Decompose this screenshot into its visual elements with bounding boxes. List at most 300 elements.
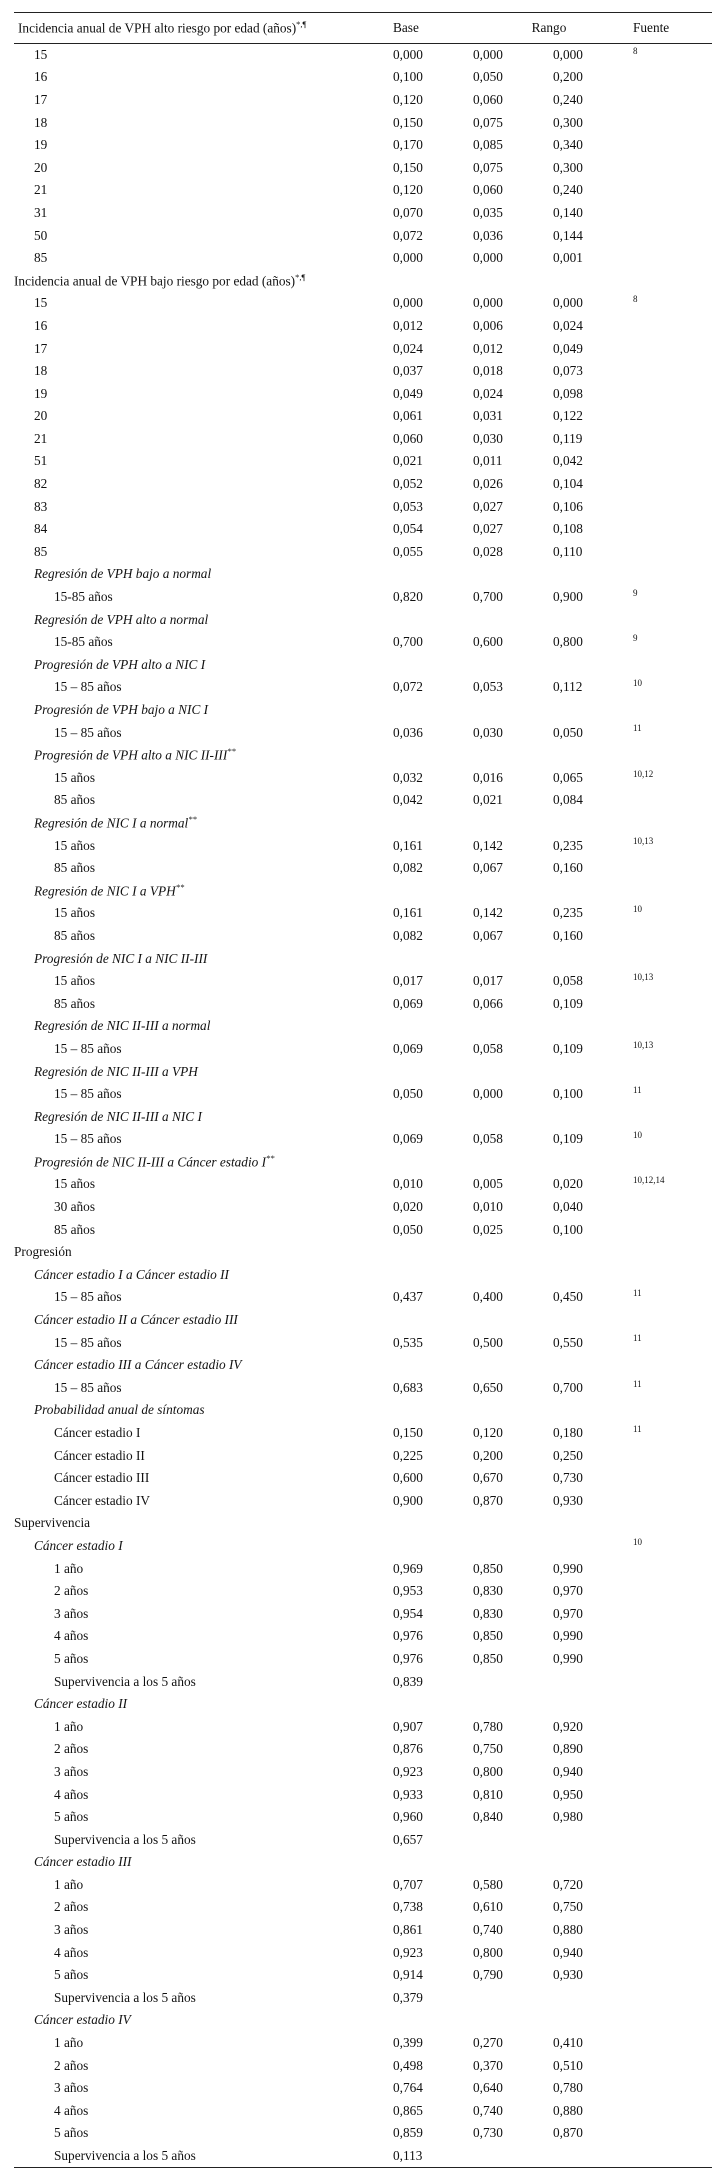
range-low-value: 0,028 xyxy=(473,543,503,559)
range-high-value: 0,000 xyxy=(553,47,583,63)
row-label xyxy=(14,473,389,496)
row-label-text: Progresión de NIC I a NIC II-III xyxy=(34,950,208,966)
source-reference xyxy=(629,1467,712,1490)
range-low-value: 0,670 xyxy=(473,1470,503,1486)
range-high-value: 0,084 xyxy=(553,792,583,808)
row-label-text: 3 años xyxy=(54,1922,89,1938)
base-value: 0,839 xyxy=(393,1673,423,1689)
row-label xyxy=(14,1715,389,1738)
row-label xyxy=(14,1941,389,1964)
range-high-value xyxy=(549,1693,629,1716)
range-low-value: 0,500 xyxy=(473,1334,503,1350)
table-row xyxy=(14,1490,712,1513)
table-row xyxy=(14,2122,712,2145)
base-value xyxy=(389,563,469,586)
source-reference xyxy=(629,269,712,292)
footnote-marker: ** xyxy=(188,814,197,825)
header-base: Base xyxy=(389,13,469,44)
range-low-value: 0,600 xyxy=(473,634,503,650)
row-label-text: 17 xyxy=(34,91,48,107)
range-low-value xyxy=(469,654,549,677)
source-reference xyxy=(629,947,712,970)
row-label xyxy=(14,2122,389,2145)
base-value: 0,953 xyxy=(393,1583,423,1599)
table-row xyxy=(14,89,712,112)
base-value: 0,000 xyxy=(393,47,423,63)
range-low-value xyxy=(469,1241,549,1264)
table-row xyxy=(14,744,712,767)
range-low-value: 0,850 xyxy=(473,1650,503,1666)
range-high-value xyxy=(549,269,629,292)
table-row xyxy=(14,2032,712,2055)
table-row xyxy=(14,495,712,518)
source-reference xyxy=(629,1196,712,1219)
base-value: 0,052 xyxy=(393,476,423,492)
range-high-value: 0,930 xyxy=(553,1492,583,1508)
row-label xyxy=(14,2145,389,2168)
range-low-value: 0,142 xyxy=(473,905,503,921)
range-high-value: 0,940 xyxy=(553,1944,583,1960)
range-low-value: 0,067 xyxy=(473,860,503,876)
source-reference xyxy=(629,1874,712,1897)
source-reference xyxy=(629,2032,712,2055)
table-row xyxy=(14,111,712,134)
range-high-value: 0,970 xyxy=(553,1605,583,1621)
row-label xyxy=(14,292,389,315)
base-value: 0,036 xyxy=(393,724,423,740)
subsection-heading xyxy=(14,1535,389,1558)
range-low-value: 0,017 xyxy=(473,973,503,989)
range-high-value xyxy=(549,744,629,767)
row-label-text: 15 años xyxy=(54,837,95,853)
row-label xyxy=(14,1196,389,1219)
row-label xyxy=(14,179,389,202)
range-low-value: 0,640 xyxy=(473,2080,503,2096)
base-value: 0,020 xyxy=(393,1199,423,1215)
subsection-heading xyxy=(14,1354,389,1377)
row-label-text: Cáncer estadio I a Cáncer estadio II xyxy=(34,1266,229,1282)
range-low-value: 0,580 xyxy=(473,1876,503,1892)
table-row xyxy=(14,970,712,993)
range-high-value: 0,020 xyxy=(553,1176,583,1192)
base-value: 0,055 xyxy=(393,543,423,559)
row-label-text: 5 años xyxy=(54,1967,89,1983)
range-high-value: 0,110 xyxy=(553,543,583,559)
row-label-text: Cáncer estadio II xyxy=(54,1447,145,1463)
base-value: 0,082 xyxy=(393,927,423,943)
range-low-value xyxy=(469,947,549,970)
source-reference xyxy=(629,1015,712,1038)
base-value xyxy=(389,1399,469,1422)
row-label-text: 2 años xyxy=(54,1741,89,1757)
base-value xyxy=(389,1015,469,1038)
range-low-value xyxy=(469,1105,549,1128)
row-label xyxy=(14,495,389,518)
header-title-text: Incidencia anual de VPH alto riesgo por edad (años) xyxy=(18,20,297,36)
table-row xyxy=(14,1173,712,1196)
range-high-value: 0,720 xyxy=(553,1876,583,1892)
base-value: 0,907 xyxy=(393,1718,423,1734)
range-high-value: 0,780 xyxy=(553,2080,583,2096)
row-label xyxy=(14,1806,389,1829)
row-label xyxy=(14,337,389,360)
base-value: 0,498 xyxy=(393,2057,423,2073)
row-label-text: Regresión de VPH bajo a normal xyxy=(34,566,212,582)
row-label-text: 20 xyxy=(34,159,48,175)
row-label-text: Cáncer estadio IV xyxy=(34,2012,131,2028)
base-value xyxy=(389,744,469,767)
row-label xyxy=(14,857,389,880)
range-low-value: 0,027 xyxy=(473,498,503,514)
table-row xyxy=(14,1196,712,1219)
base-value: 0,933 xyxy=(393,1786,423,1802)
range-low-value xyxy=(469,699,549,722)
source-reference xyxy=(629,1602,712,1625)
range-high-value: 0,112 xyxy=(553,679,583,695)
row-label-text: Regresión de NIC I a VPH xyxy=(34,883,176,899)
range-high-value: 0,160 xyxy=(553,860,583,876)
table-row xyxy=(14,902,712,925)
row-label xyxy=(14,2100,389,2123)
row-label-text: Supervivencia xyxy=(14,1515,91,1531)
subsection-heading xyxy=(14,1151,389,1174)
range-low-value: 0,060 xyxy=(473,182,503,198)
subsection-heading xyxy=(14,1399,389,1422)
table-row xyxy=(14,857,712,880)
subsection-heading xyxy=(14,1015,389,1038)
range-high-value xyxy=(549,1851,629,1874)
range-low-value xyxy=(469,1693,549,1716)
table-row xyxy=(14,1580,712,1603)
row-label-text: 17 xyxy=(34,340,48,356)
base-value: 0,161 xyxy=(393,837,423,853)
range-high-value: 0,235 xyxy=(553,837,583,853)
table-row xyxy=(14,382,712,405)
range-high-value: 0,119 xyxy=(553,430,583,446)
row-label-text: 21 xyxy=(34,182,48,198)
range-high-value: 0,940 xyxy=(553,1763,583,1779)
row-label-text: Probabilidad anual de síntomas xyxy=(34,1402,205,1418)
source-reference xyxy=(629,156,712,179)
range-high-value: 0,510 xyxy=(553,2057,583,2073)
range-high-value: 0,880 xyxy=(553,2102,583,2118)
range-low-value: 0,010 xyxy=(473,1199,503,1215)
source-reference: 10 xyxy=(633,1536,642,1547)
row-label-text: 15 – 85 años xyxy=(54,1289,122,1305)
source-reference xyxy=(629,1557,712,1580)
range-low-value: 0,830 xyxy=(473,1583,503,1599)
source-reference xyxy=(629,1625,712,1648)
row-label-text: 85 años xyxy=(54,995,95,1011)
table-row xyxy=(14,1648,712,1671)
source-reference xyxy=(629,89,712,112)
range-high-value: 0,098 xyxy=(553,385,583,401)
row-label-text: 2 años xyxy=(54,1899,89,1915)
source-reference xyxy=(629,247,712,270)
subsection-heading xyxy=(14,879,389,902)
range-low-value: 0,850 xyxy=(473,1560,503,1576)
base-value xyxy=(389,699,469,722)
row-label-text: 85 años xyxy=(54,1221,95,1237)
source-reference: 10,13 xyxy=(633,971,654,982)
table-row xyxy=(14,450,712,473)
range-high-value: 0,800 xyxy=(553,634,583,650)
range-low-value: 0,200 xyxy=(473,1447,503,1463)
table-row xyxy=(14,1309,712,1332)
range-high-value: 0,065 xyxy=(553,769,583,785)
row-label-text: 3 años xyxy=(54,1763,89,1779)
range-high-value: 0,050 xyxy=(553,724,583,740)
row-label-text: 2 años xyxy=(54,1583,89,1599)
source-reference xyxy=(629,744,712,767)
table-row xyxy=(14,1444,712,1467)
section-heading xyxy=(14,1241,389,1264)
row-label-text: 31 xyxy=(34,204,48,220)
base-value xyxy=(389,654,469,677)
row-label xyxy=(14,1331,389,1354)
row-label-text: Regresión de VPH alto a normal xyxy=(34,611,209,627)
row-label-text: Supervivencia a los 5 años xyxy=(54,1673,196,1689)
range-low-value: 0,053 xyxy=(473,679,503,695)
row-label-text: 85 años xyxy=(54,927,95,943)
row-label-text: 4 años xyxy=(54,2102,89,2118)
range-low-value: 0,058 xyxy=(473,1040,503,1056)
footnote-marker: *,¶ xyxy=(295,272,306,283)
row-label xyxy=(14,405,389,428)
base-value: 0,657 xyxy=(393,1831,423,1847)
row-label xyxy=(14,1557,389,1580)
table-row xyxy=(14,1060,712,1083)
row-label xyxy=(14,1738,389,1761)
base-value: 0,000 xyxy=(393,250,423,266)
source-reference xyxy=(629,1060,712,1083)
table-row xyxy=(14,1896,712,1919)
table-row xyxy=(14,1218,712,1241)
table-row xyxy=(14,1467,712,1490)
range-high-value: 0,109 xyxy=(553,1040,583,1056)
table-row xyxy=(14,721,712,744)
header-title xyxy=(14,13,389,44)
row-label xyxy=(14,1919,389,1942)
range-low-value xyxy=(469,1264,549,1287)
range-high-value xyxy=(549,1399,629,1422)
base-value: 0,082 xyxy=(393,860,423,876)
row-label-text: 15-85 años xyxy=(54,589,113,605)
range-high-value: 0,180 xyxy=(553,1425,583,1441)
row-label xyxy=(14,1761,389,1784)
source-reference xyxy=(629,405,712,428)
source-reference xyxy=(629,1264,712,1287)
base-value: 0,923 xyxy=(393,1763,423,1779)
range-high-value: 0,200 xyxy=(553,69,583,85)
table-row xyxy=(14,834,712,857)
row-label xyxy=(14,541,389,564)
row-label-text: Progresión de NIC II-III a Cáncer estadio I xyxy=(34,1154,267,1170)
range-high-value: 0,300 xyxy=(553,114,583,130)
row-label-text: 18 xyxy=(34,114,48,130)
base-value xyxy=(389,1105,469,1128)
range-low-value xyxy=(469,1015,549,1038)
base-value: 0,072 xyxy=(393,679,423,695)
range-high-value: 0,990 xyxy=(553,1560,583,1576)
table-header xyxy=(14,13,712,44)
range-low-value: 0,780 xyxy=(473,1718,503,1734)
subsection-heading xyxy=(14,2009,389,2032)
source-reference xyxy=(629,382,712,405)
range-low-value xyxy=(469,1828,549,1851)
range-high-value: 0,870 xyxy=(553,2125,583,2141)
row-label-text: 1 año xyxy=(54,1876,84,1892)
table-row xyxy=(14,1512,712,1535)
table-row xyxy=(14,1625,712,1648)
base-value xyxy=(389,1851,469,1874)
table-row xyxy=(14,992,712,1015)
row-label xyxy=(14,992,389,1015)
base-value xyxy=(389,608,469,631)
source-reference: 10 xyxy=(633,904,642,915)
table-row xyxy=(14,1919,712,1942)
table-body xyxy=(14,44,712,2168)
table-row xyxy=(14,315,712,338)
row-label-text: 1 año xyxy=(54,2035,84,2051)
range-low-value xyxy=(469,1399,549,1422)
row-label xyxy=(14,1467,389,1490)
row-label-text: 85 años xyxy=(54,860,95,876)
row-label xyxy=(14,66,389,89)
base-value: 0,049 xyxy=(393,385,423,401)
base-value: 0,120 xyxy=(393,91,423,107)
table-row xyxy=(14,292,712,315)
table-row xyxy=(14,1128,712,1151)
table-row xyxy=(14,699,712,722)
source-reference xyxy=(629,1693,712,1716)
range-low-value: 0,000 xyxy=(473,1086,503,1102)
range-low-value: 0,000 xyxy=(473,250,503,266)
source-reference: 8 xyxy=(633,294,638,305)
base-value: 0,069 xyxy=(393,995,423,1011)
source-reference xyxy=(629,1105,712,1128)
table-row xyxy=(14,224,712,247)
table-row xyxy=(14,1670,712,1693)
source-reference xyxy=(629,1783,712,1806)
range-high-value xyxy=(549,1015,629,1038)
base-value: 0,876 xyxy=(393,1741,423,1757)
range-high-value xyxy=(549,1309,629,1332)
table-row xyxy=(14,247,712,270)
base-value: 0,861 xyxy=(393,1922,423,1938)
row-label xyxy=(14,89,389,112)
table-row xyxy=(14,405,712,428)
table-row xyxy=(14,1535,712,1558)
table-row xyxy=(14,1377,712,1400)
table-row xyxy=(14,812,712,835)
row-label-text: Regresión de NIC II-III a VPH xyxy=(34,1063,198,1079)
base-value: 0,600 xyxy=(393,1470,423,1486)
source-reference xyxy=(629,1151,712,1174)
base-value: 0,150 xyxy=(393,114,423,130)
base-value xyxy=(389,2009,469,2032)
base-value: 0,738 xyxy=(393,1899,423,1915)
base-value xyxy=(389,1693,469,1716)
row-label-text: Cáncer estadio IV xyxy=(54,1492,150,1508)
row-label-text: 16 xyxy=(34,69,48,85)
base-value: 0,225 xyxy=(393,1447,423,1463)
row-label-text: Cáncer estadio I xyxy=(34,1537,123,1553)
range-low-value: 0,790 xyxy=(473,1967,503,1983)
base-value: 0,032 xyxy=(393,769,423,785)
row-label-text: Supervivencia a los 5 años xyxy=(54,1831,196,1847)
base-value: 0,170 xyxy=(393,137,423,153)
range-high-value: 0,450 xyxy=(553,1289,583,1305)
range-high-value: 0,880 xyxy=(553,1922,583,1938)
source-reference xyxy=(629,925,712,948)
range-low-value xyxy=(469,1851,549,1874)
base-value: 0,707 xyxy=(393,1876,423,1892)
row-label xyxy=(14,111,389,134)
range-low-value: 0,800 xyxy=(473,1763,503,1779)
range-low-value: 0,740 xyxy=(473,2102,503,2118)
source-reference xyxy=(629,1648,712,1671)
range-high-value xyxy=(549,1828,629,1851)
range-low-value: 0,030 xyxy=(473,430,503,446)
range-low-value: 0,800 xyxy=(473,1944,503,1960)
range-high-value: 0,240 xyxy=(553,91,583,107)
source-reference: 8 xyxy=(633,46,638,56)
range-low-value xyxy=(469,269,549,292)
base-value xyxy=(389,1309,469,1332)
range-high-value: 0,109 xyxy=(553,1131,583,1147)
source-reference xyxy=(629,202,712,225)
range-high-value: 0,040 xyxy=(553,1199,583,1215)
parameter-table-container xyxy=(14,12,712,2168)
row-label xyxy=(14,834,389,857)
range-low-value: 0,120 xyxy=(473,1425,503,1441)
base-value: 0,012 xyxy=(393,317,423,333)
row-label-text: 15 – 85 años xyxy=(54,679,122,695)
row-label-text: 4 años xyxy=(54,1786,89,1802)
row-label-text: 51 xyxy=(34,453,48,469)
base-value: 0,976 xyxy=(393,1650,423,1666)
source-reference xyxy=(629,1964,712,1987)
row-label-text: Regresión de NIC II-III a normal xyxy=(34,1018,211,1034)
range-low-value: 0,060 xyxy=(473,91,503,107)
range-low-value: 0,730 xyxy=(473,2125,503,2141)
subsection-heading xyxy=(14,1105,389,1128)
base-value: 0,050 xyxy=(393,1086,423,1102)
source-reference xyxy=(629,879,712,902)
header-row xyxy=(14,13,712,44)
source-reference xyxy=(629,1851,712,1874)
table-row xyxy=(14,1151,712,1174)
range-low-value: 0,085 xyxy=(473,137,503,153)
source-reference xyxy=(629,1399,712,1422)
table-row xyxy=(14,1286,712,1309)
range-high-value xyxy=(549,1354,629,1377)
base-value: 0,069 xyxy=(393,1040,423,1056)
row-label-text: 5 años xyxy=(54,1809,89,1825)
row-label xyxy=(14,1128,389,1151)
range-low-value: 0,870 xyxy=(473,1492,503,1508)
table-row xyxy=(14,541,712,564)
row-label-text: Regresión de NIC II-III a NIC I xyxy=(34,1108,202,1124)
source-reference xyxy=(629,857,712,880)
base-value xyxy=(389,812,469,835)
base-value: 0,100 xyxy=(393,69,423,85)
footnote-marker: ** xyxy=(227,746,236,757)
row-label-text: 20 xyxy=(34,408,48,424)
source-reference xyxy=(629,1580,712,1603)
row-label-text: 2 años xyxy=(54,2057,89,2073)
